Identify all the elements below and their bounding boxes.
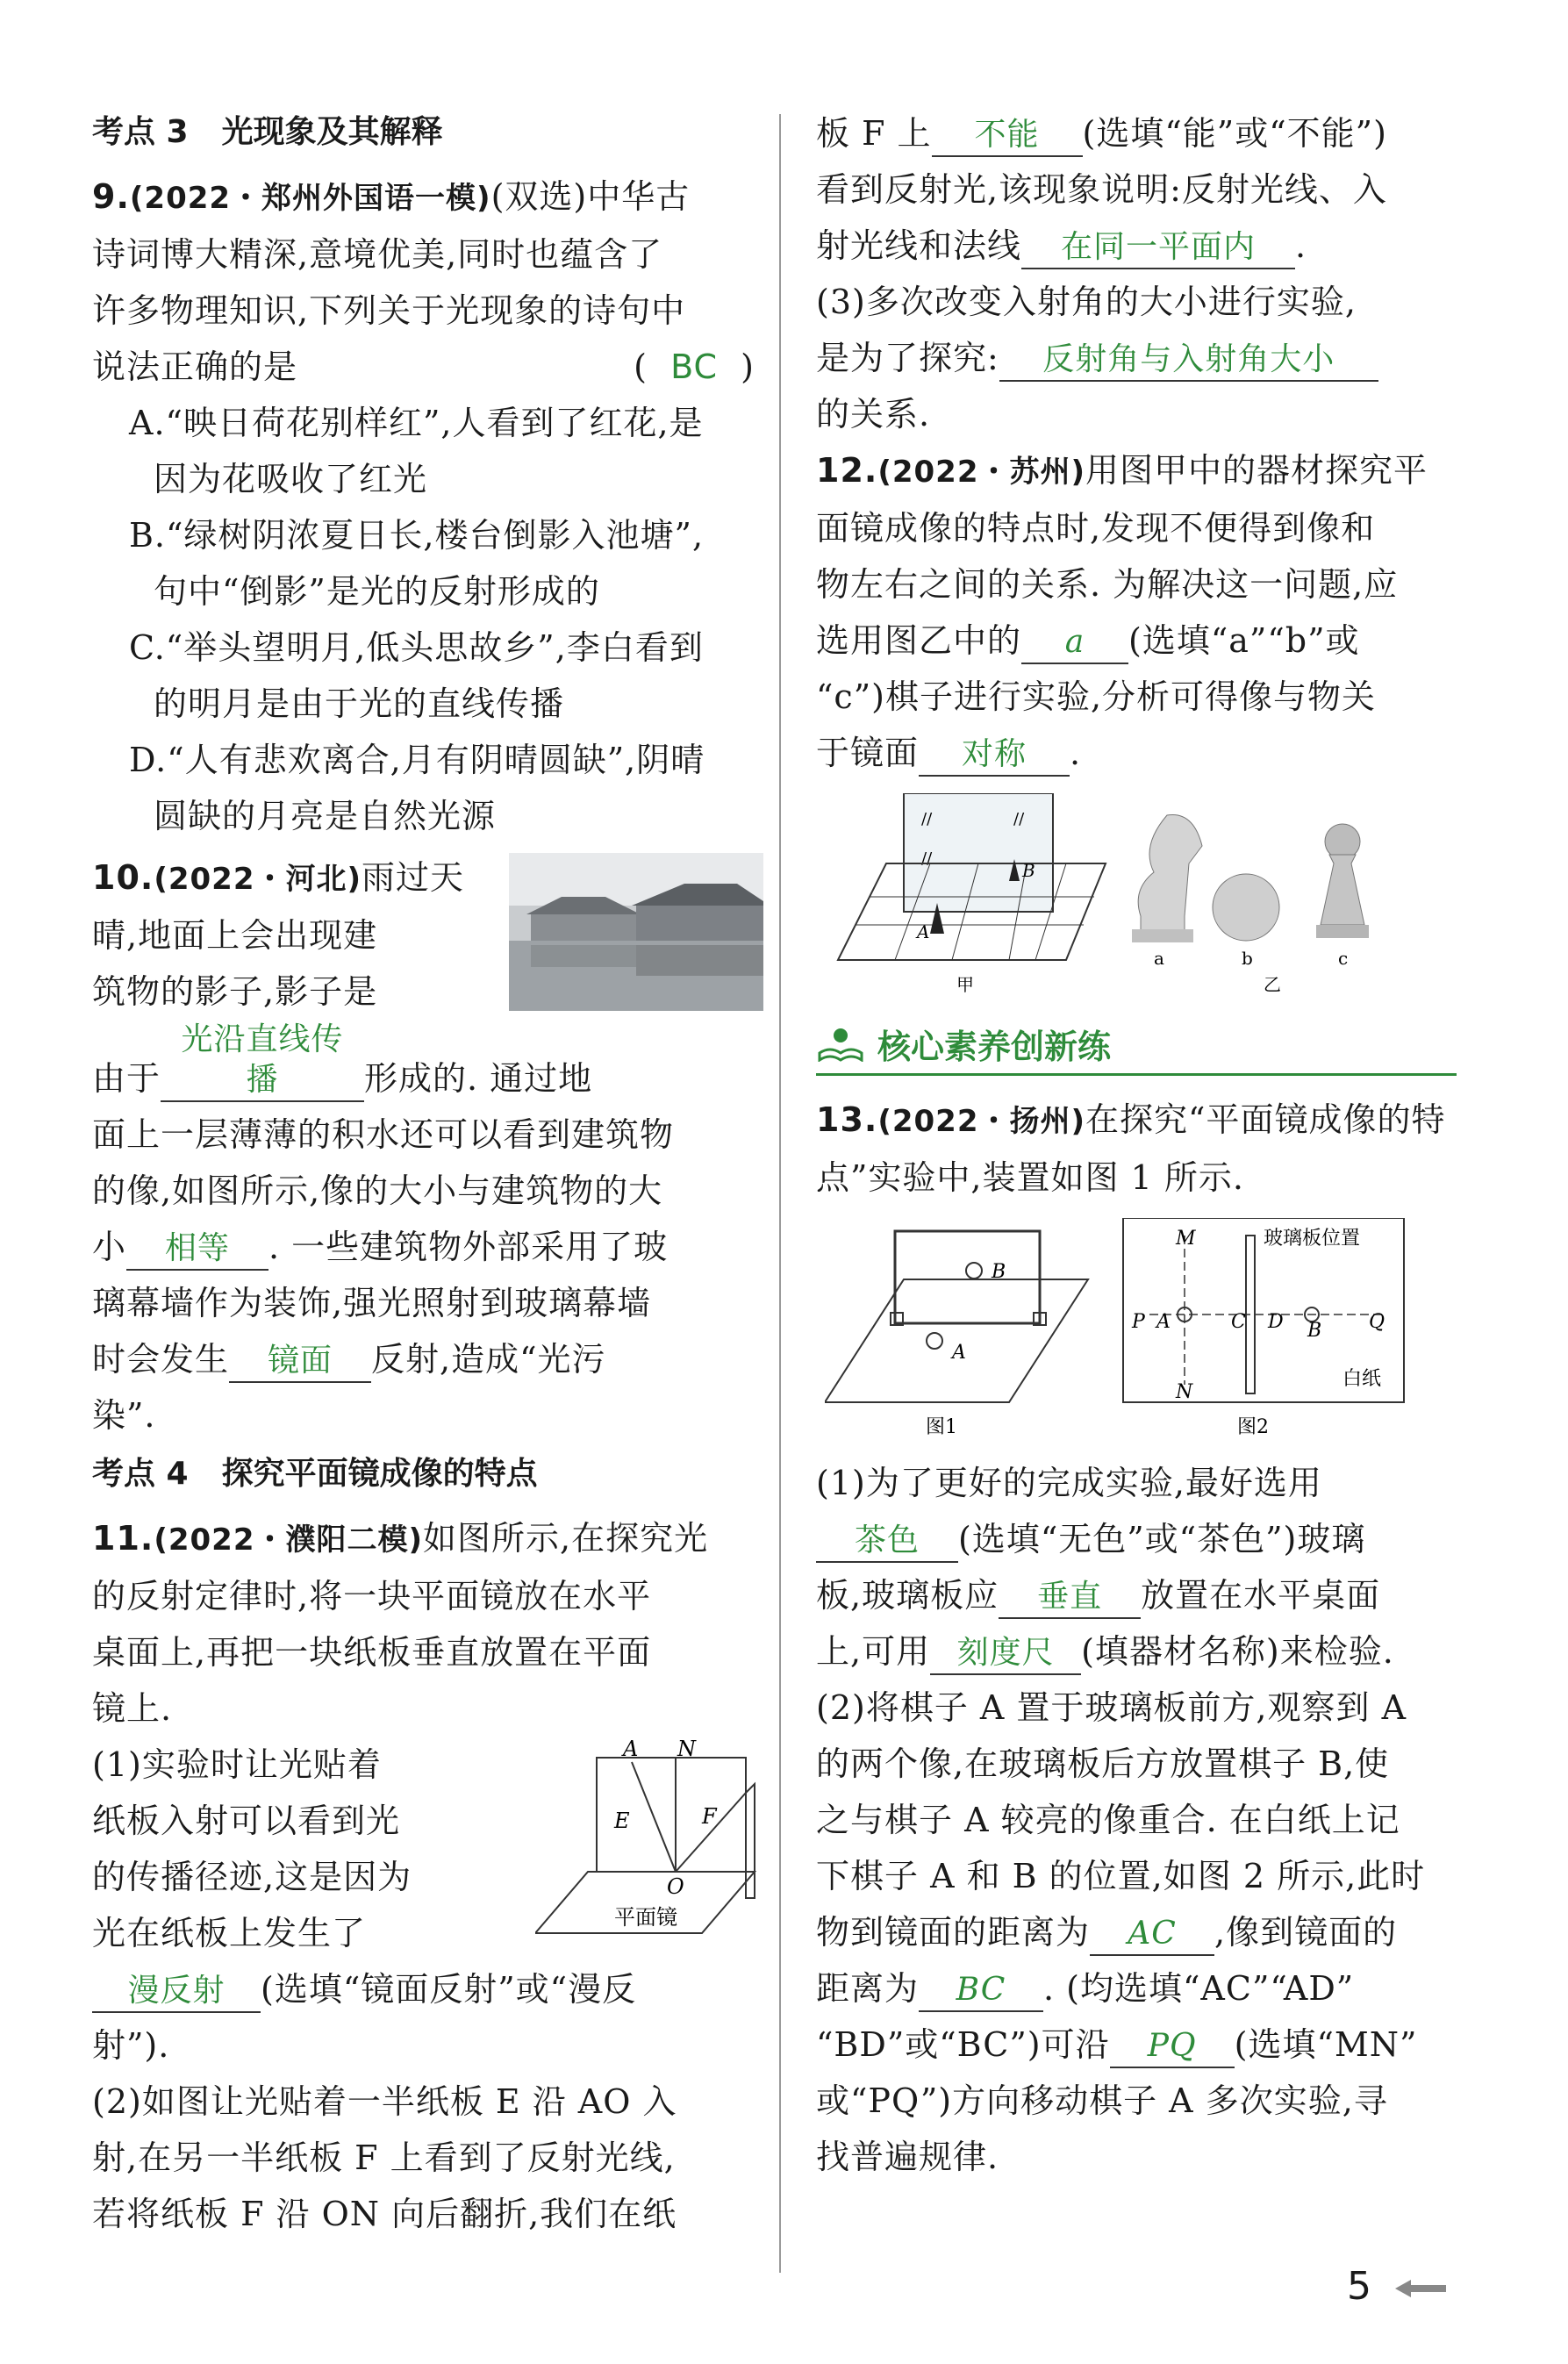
arrow-left-icon [1395,2278,1448,2299]
question-source: (2022・苏州) [877,455,1086,490]
option-a: A.“映日荷花别样红”,人看到了红花,是 [129,404,704,442]
text-line: “c”)棋子进行实验,分析可得像与物关 [816,677,1377,716]
text-fragment: 小 [92,1228,127,1266]
label-b2: B [1307,1320,1322,1342]
answer-blank: 镜面 [229,1341,371,1383]
kaodian-title: 探究平面镜成像的特点 [221,1456,538,1492]
kaodian-title: 光现象及其解释 [221,114,443,150]
question-10 [92,849,755,1443]
section-title: 核心素养创新练 [877,1028,1112,1066]
text-line: (2)如图让光贴着一半纸板 E 沿 AO 入 [92,2082,677,2121]
text-line: 面上一层薄薄的积水还可以看到建筑物 [92,1115,675,1154]
text-line: (2)将棋子 A 置于玻璃板前方,观察到 A [816,1688,1407,1727]
text-line: 的反射定律时,将一块平面镜放在水平 [92,1577,652,1615]
text-fragment: 板 F 上 [816,114,932,153]
text-line: 或“PQ”)方向移动棋子 A 多次实验,寻 [816,2081,1388,2120]
option-c-cont: 的明月是由于光的直线传播 [154,684,565,723]
text-line: (1)实验时让光贴着 [92,1745,382,1784]
label-e: E [614,1809,630,1833]
text-fragment: (选填“MN” [1234,2025,1418,2064]
question-source: (2022・郑州外国语一模) [129,181,491,216]
caption-fig1: 图1 [926,1416,957,1438]
book-icon [816,1027,865,1062]
text-fragment: 放置在水平桌面 [1141,1576,1381,1615]
text-line: 如图所示,在探究光 [423,1519,709,1558]
label-mirror: 平面镜 [614,1905,677,1930]
caption-jia: 甲 [956,974,974,995]
option-b-cont: 句中“倒影”是光的反射形成的 [154,572,600,611]
text-fragment: 是为了探究: [816,339,999,377]
text-fragment: 反射,造成“光污 [371,1340,606,1379]
question-number: 12. [816,451,878,490]
label-b-piece: b [1242,948,1253,969]
question-source: (2022・扬州) [877,1104,1086,1139]
text-line: 雨过天 [362,858,465,897]
label-a: A [623,1740,639,1761]
text-fragment: 距离为 [816,1969,920,2008]
label-d: D [1268,1311,1284,1333]
text-fragment: (选填“镜面反射”或“漫反 [261,1970,637,2009]
question-9: 9.(2022・郑州外国语一模)(双选)中华古 诗词博大精深,意境优美,同时也蕴含了 许多物理知识,下列关于光现象的诗句中 说法正确的是 ( BC ) A.“映日荷花别样红”,人看到了红花,是 因为花吸收了红光 B.“绿树阴浓夏日长,楼台倒影入池塘”, 句中“倒影”是光的反射形成的 C.“举头望明月,低头思故乡”,李白看到 的明月是由于光的直线传播 D.“人有悲欢离合,月有阴晴圆缺”,阴晴 圆缺的月亮是自然光源 [92,168,755,844]
label-f: F [702,1804,717,1829]
text-fragment: ,像到镜面的 [1214,1913,1398,1952]
question-number: 13. [816,1100,878,1139]
column-divider [779,114,781,2273]
reflection-board-figure [535,1740,763,1951]
text-line: 说法正确的是 [92,347,298,386]
text-line: 点”实验中,装置如图 1 所示. [816,1158,1244,1197]
answer-blank: 光沿直线传播 [161,1020,364,1102]
text-fragment: 物到镜面的距离为 [816,1913,1091,1952]
text-fragment: 选用图乙中的 [816,621,1022,660]
text-line: 的关系. [816,395,931,433]
text-fragment: . [1295,226,1307,265]
answer-choice: BC [670,347,719,386]
label-a-piece: a [1154,948,1164,969]
text-line: 射,在另一半纸板 F 上看到了反射光线, [92,2138,676,2177]
kaodian-3-heading [92,112,755,153]
text-line: 晴,地面上会出现建 [92,916,378,955]
question-11 [92,1510,755,2242]
text-fragment: 时会发生 [92,1340,230,1379]
label-paper: 白纸 [1342,1368,1382,1390]
text-line: 的像,如图所示,像的大小与建筑物的大 [92,1171,663,1210]
label-q: Q [1369,1311,1385,1333]
text-line: 许多物理知识,下列关于光现象的诗句中 [92,291,686,330]
text-line: 纸板入射可以看到光 [92,1802,401,1840]
text-line: 光在纸板上发生了 [92,1914,367,1952]
kaodian-4-heading [92,1454,755,1494]
text-line: (3)多次改变入射角的大小进行实验, [816,283,1357,321]
text-line: 找普遍规律. [816,2138,999,2176]
kaodian-label: 考点 4 [92,1456,189,1492]
text-fragment: 上,可用 [816,1632,931,1671]
label-b: B [1022,860,1035,881]
text-line: 看到反射光,该现象说明:反射光线、入 [816,170,1387,209]
glass-mark: // [921,849,933,868]
label-a: A [917,921,930,942]
answer-blank: 反射角与入射角大小 [999,340,1378,382]
building-reflection-photo [509,853,763,1011]
label-p: P [1132,1311,1145,1333]
label-c-piece: c [1338,948,1349,969]
label-c: C [1231,1311,1246,1333]
text-fragment: (选填“能”或“不能”) [1082,114,1387,153]
figure-1-2 [825,1218,1439,1446]
right-column [816,105,1457,2185]
question-number: 11. [92,1519,154,1558]
answer-blank: 不能 [932,115,1083,157]
text-fragment: 板,玻璃板应 [816,1576,999,1615]
text-line: 用图甲中的器材探究平 [1085,451,1428,490]
answer-blank: 垂直 [999,1577,1141,1619]
text-line: 下棋子 A 和 B 的位置,如图 2 所示,此时 [816,1857,1426,1895]
question-13 [816,1092,1457,2185]
question-number: 10. [92,858,154,897]
text-line: 射”). [92,2026,170,2065]
answer-blank: BC [919,1970,1043,2012]
answer-blank: PQ [1110,2026,1235,2068]
label-o: O [667,1874,684,1899]
text-line: (1)为了更好的完成实验,最好选用 [816,1464,1322,1502]
answer-blank: 在同一平面内 [1021,227,1295,269]
text-line: 桌面上,再把一块纸板垂直放置在平面 [92,1633,652,1672]
answer-blank: AC [1090,1914,1214,1956]
label-n: N [1176,1381,1193,1403]
text-fragment: (选填“a”“b”或 [1128,621,1360,660]
text-fragment: (填器材名称)来检验. [1081,1632,1394,1671]
label-a2: A [1156,1311,1171,1333]
text-fragment: . 一些建筑物外部采用了玻 [268,1228,669,1266]
answer-blank: 对称 [919,734,1070,777]
label-a: A [952,1342,966,1364]
question-number: 9. [92,177,130,216]
question-12 [816,442,1457,1004]
glass-mark: // [921,810,933,828]
text-line: 在探究“平面镜成像的特 [1085,1100,1446,1139]
text-fragment: 于镜面 [816,734,920,772]
option-a-cont: 因为花吸收了红光 [154,460,428,498]
question-source: (2022・濮阳二模) [154,1522,424,1558]
glass-mark: // [1013,810,1025,828]
text-fragment: 射光线和法线 [816,226,1022,265]
question-source: (2022・河北) [154,862,362,897]
answer-blank: 相等 [126,1229,268,1271]
text-line: 物左右之间的关系. 为解决这一问题,应 [816,565,1399,604]
answer-blank: 茶色 [816,1521,958,1563]
text-fragment: . (均选填“AC”“AD” [1043,1969,1355,2008]
option-d: D.“人有悲欢离合,月有阴晴圆缺”,阴晴 [129,741,705,779]
question-11-continued [816,105,1457,442]
text-line: 诗词博大精深,意境优美,同时也蕴含了 [92,235,663,274]
label-n: N [677,1740,696,1761]
chess-mirror-figure [825,793,1439,1004]
text-fragment: . [1070,734,1082,772]
left-column [92,105,755,2242]
text-line: 的传播径迹,这是因为 [92,1858,412,1896]
label-b: B [992,1261,1006,1283]
caption-fig2: 图2 [1237,1416,1269,1438]
answer-blank: a [1021,622,1128,664]
option-c: C.“举头望明月,低头思故乡”,李白看到 [129,628,704,667]
page-number: 5 [1347,2264,1371,2309]
answer-blank: 刻度尺 [930,1633,1081,1675]
text-line: 染”. [92,1396,156,1435]
label-glass: 玻璃板位置 [1264,1228,1361,1250]
text-fragment: 形成的. 通过地 [364,1059,593,1098]
text-line: 面镜成像的特点时,发现不便得到像和 [816,509,1376,548]
text-fragment: (选填“无色”或“茶色”)玻璃 [958,1520,1366,1558]
option-d-cont: 圆缺的月亮是自然光源 [154,797,497,835]
text-line: 镜上. [92,1689,173,1728]
text-line: (双选)中华古 [490,177,691,216]
text-fragment: 由于 [92,1059,161,1098]
label-m: M [1176,1228,1196,1250]
text-line: 璃幕墙作为装饰,强光照射到玻璃幕墙 [92,1284,652,1322]
kaodian-label: 考点 3 [92,114,189,150]
text-line: 之与棋子 A 较亮的像重合. 在白纸上记 [816,1801,1400,1839]
answer-blank: 漫反射 [92,1971,261,2013]
option-b: B.“绿树阴浓夏日长,楼台倒影入池塘”, [129,516,705,555]
text-fragment: “BD”或“BC”)可沿 [816,2025,1110,2064]
text-line: 筑物的影子,影子是 [92,972,378,1011]
text-line: 的两个像,在玻璃板后方放置棋子 B,使 [816,1744,1390,1783]
text-line: 若将纸板 F 沿 ON 向后翻折,我们在纸 [92,2195,677,2233]
section-heading [816,1020,1457,1076]
caption-yi: 乙 [1264,974,1281,995]
